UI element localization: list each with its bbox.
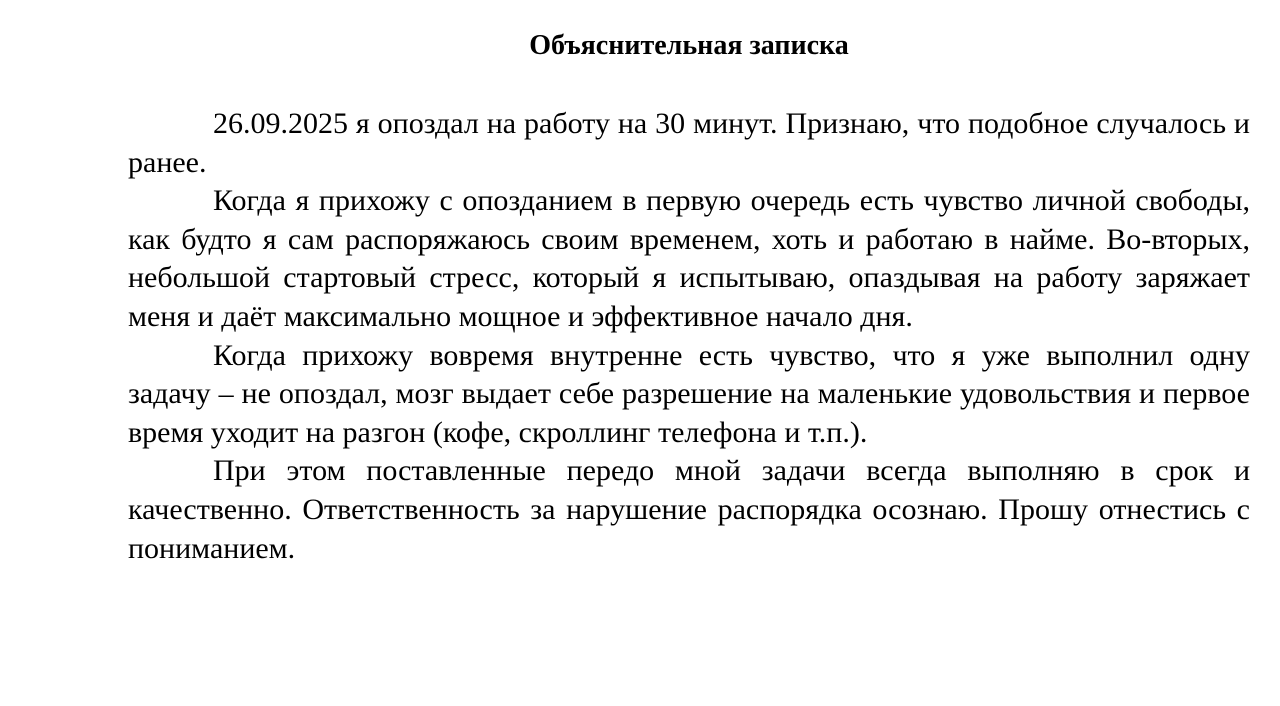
paragraph-4: При этом поставленные передо мной задачи всегда выполняю в срок и качественно. Ответственность за нарушение распорядка осознаю. Прошу отнестись с пониманием. xyxy=(128,454,1250,565)
paragraph-1: 26.09.2025 я опоздал на работу на 30 минут. Признаю, что подобное случалось и ранее. xyxy=(128,107,1250,179)
paragraph-3: Когда прихожу вовремя внутренне есть чувство, что я уже выполнил одну задачу – не опоздал, мозг выдает себе разрешение на маленькие удовольствия и первое время уходит на разгон (кофе, скроллинг телефона и т.п.). xyxy=(128,338,1250,449)
document-title: Объяснительная записка xyxy=(529,30,849,61)
paragraph-2: Когда я прихожу с опозданием в первую очередь есть чувство личной свободы, как будто я сам распоряжаюсь своим временем, хоть и работаю в найме. Во-вторых, небольшой стартовый стресс, который я испытываю, опаздывая на работу заряжает меня и даёт максимально мощное и эффективное начало дня. xyxy=(128,184,1250,333)
document-body xyxy=(128,105,1250,568)
